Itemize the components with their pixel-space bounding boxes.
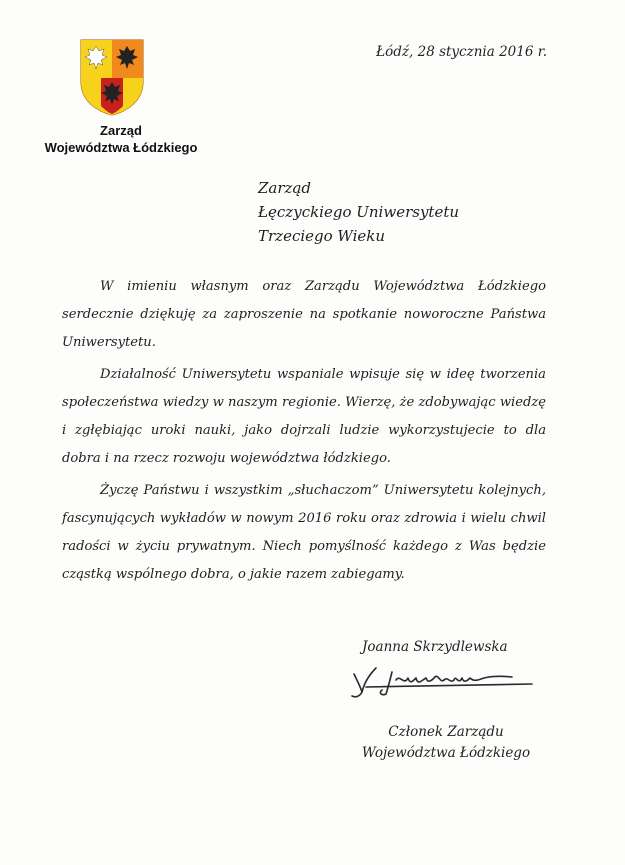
signatory-title	[346, 722, 546, 764]
addressee-line1: Zarząd	[258, 179, 311, 197]
body-paragraph-3: Życzę Państwu i wszystkim „słuchaczom” Uniwersytetu kolejnych, fascynujących wykładów w nowym 2016 roku oraz zdrowia i wielu chwil radości w życiu prywatnym. Niech pomyślność każdego z Was będzie cząstką wspólnego dobra, o jakie razem zabiegamy.	[62, 483, 546, 582]
addressee-line3: Trzeciego Wieku	[258, 227, 386, 245]
signatory-title-line2: Województwa Łódzkiego	[361, 745, 531, 761]
signatory-name: Joanna Skrzydlewska	[362, 639, 508, 655]
addressee-block	[258, 176, 558, 248]
handwritten-signature-icon	[346, 660, 536, 702]
body-paragraph-2: Działalność Uniwersytetu wspaniale wpisuje się w ideę tworzenia społeczeństwa wiedzy w naszym regionie. Wierzę, że zdobywając wiedzę i zgłębiając uroki nauki, jako dojrzali ludzie wykorzystujecie to dla dobra i na rzecz rozwoju województwa łódzkiego.	[62, 367, 546, 466]
letter-date: Łódź, 28 stycznia 2016 r.	[376, 44, 547, 60]
organization-name-line1: Zarząd	[100, 123, 142, 138]
coat-of-arms-icon	[79, 38, 145, 116]
signatory-title-line1: Członek Zarządu	[388, 724, 504, 740]
organization-name	[30, 122, 212, 156]
letter-body	[62, 273, 546, 593]
organization-name-line2: Województwa Łódzkiego	[44, 140, 198, 155]
body-paragraph-1: W imieniu własnym oraz Zarządu Województwa Łódzkiego serdecznie dziękuję za zaproszenie na spotkanie noworoczne Państwa Uniwersytetu.	[62, 279, 546, 350]
addressee-line2: Łęczyckiego Uniwersytetu	[258, 203, 460, 221]
